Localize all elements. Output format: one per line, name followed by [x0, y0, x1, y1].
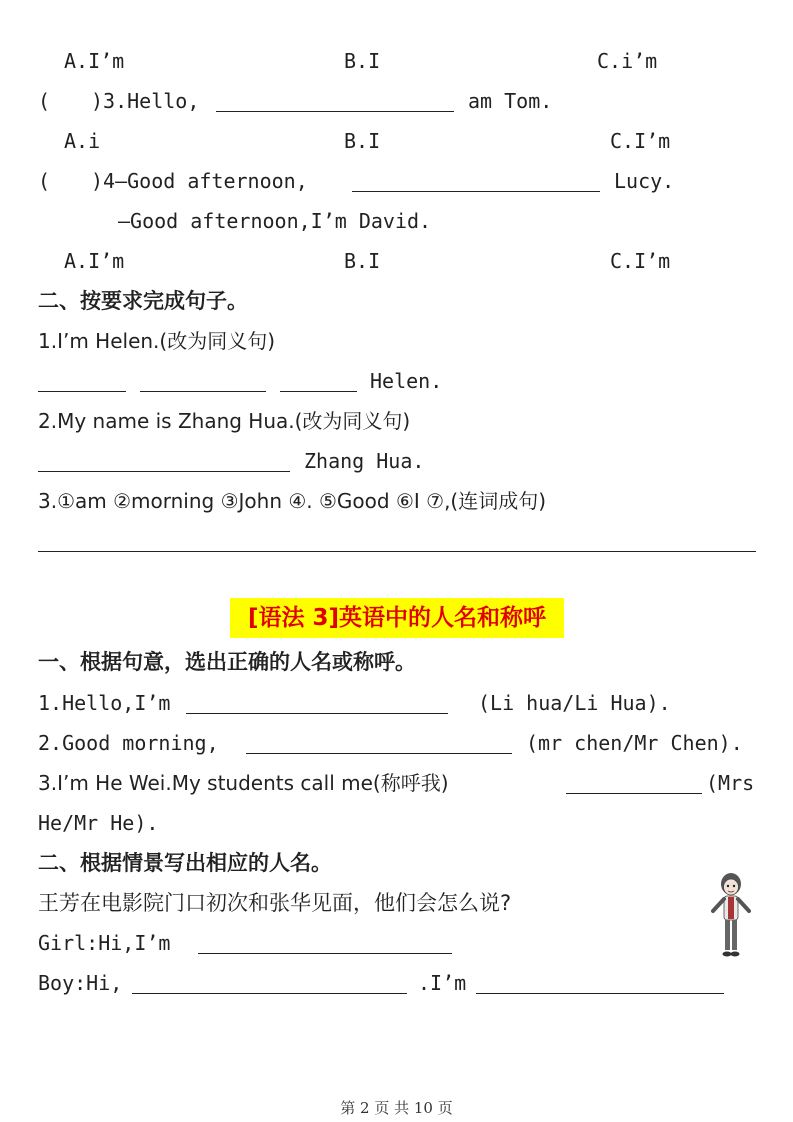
- s2-q3-blank[interactable]: [38, 550, 756, 552]
- q4-blank[interactable]: [352, 190, 600, 192]
- boy-line-mid: .I’m: [418, 971, 467, 995]
- girl-blank[interactable]: [198, 952, 452, 954]
- q4-stem: )4—Good afternoon,: [91, 169, 308, 193]
- p1-q3-text: 3.I’m He Wei.My students call me(称呼我): [38, 771, 449, 795]
- q3-option-c: C.I’m: [610, 129, 671, 153]
- s2-q1-blank-3[interactable]: [280, 390, 357, 392]
- q3-paren-open: (: [38, 89, 51, 113]
- girl-line-label: Girl:Hi,I’m: [38, 931, 171, 955]
- q3-option-a: A.i: [64, 129, 101, 153]
- p1-q1-text: 1.Hello,I’m: [38, 691, 171, 715]
- q4-reply: —Good afternoon,I’m David.: [118, 209, 432, 233]
- p1-q3-choice-cont: He/Mr He).: [38, 811, 159, 835]
- boy-line-label: Boy:Hi,: [38, 971, 123, 995]
- s2-q1-blank-1[interactable]: [38, 390, 126, 392]
- scenario-text: 王芳在电影院门口初次和张华见面，他们会怎么说?: [38, 891, 512, 915]
- p1-q3-choice: (Mrs: [706, 771, 755, 795]
- part2-heading: 二、根据情景写出相应的人名。: [38, 851, 332, 875]
- q4-option-a: A.I’m: [64, 249, 125, 273]
- s2-q1-blank-2[interactable]: [140, 390, 266, 392]
- q3-blank[interactable]: [216, 110, 454, 112]
- s2-q2-text: 2.My name is Zhang Hua.(改为同义句): [38, 409, 411, 433]
- p1-q1-choice: (Li hua/Li Hua).: [478, 691, 671, 715]
- page-footer: 第 2 页 共 10 页: [340, 1099, 453, 1117]
- p1-q3-blank[interactable]: [566, 792, 702, 794]
- p1-q2-choice: (mr chen/Mr Chen).: [526, 731, 743, 755]
- s2-q2-tail: Zhang Hua.: [304, 449, 425, 473]
- q3-tail: am Tom.: [468, 89, 553, 113]
- part1-heading: 一、根据句意，选出正确的人名或称呼。: [38, 650, 416, 674]
- grammar-title: [语法 3]英语中的人名和称呼: [230, 598, 564, 638]
- p1-q2-text: 2.Good morning,: [38, 731, 219, 755]
- s2-q1-text: 1.I’m Helen.(改为同义句): [38, 329, 276, 353]
- q3-option-b: B.I: [344, 129, 381, 153]
- s2-q3-text: 3.①am ②morning ③John ④. ⑤Good ⑥I ⑦,(连词成句): [38, 489, 547, 513]
- boy-blank-1[interactable]: [132, 992, 407, 994]
- q4-option-b: B.I: [344, 249, 381, 273]
- q3-stem: )3.Hello,: [91, 89, 200, 113]
- q4-paren-open: (: [38, 169, 51, 193]
- s2-q2-blank[interactable]: [38, 470, 290, 472]
- boy-cartoon-image: [708, 870, 754, 960]
- q4-tail: Lucy.: [614, 169, 675, 193]
- p1-q2-blank[interactable]: [246, 752, 512, 754]
- q2-option-c: C.i’m: [597, 49, 658, 73]
- q2-option-a: A.I’m: [64, 49, 125, 73]
- q2-option-b: B.I: [344, 49, 381, 73]
- q4-option-c: C.I’m: [610, 249, 671, 273]
- section2-heading: 二、按要求完成句子。: [38, 289, 248, 313]
- p1-q1-blank[interactable]: [186, 712, 448, 714]
- s2-q1-tail: Helen.: [370, 369, 443, 393]
- boy-blank-2[interactable]: [476, 992, 724, 994]
